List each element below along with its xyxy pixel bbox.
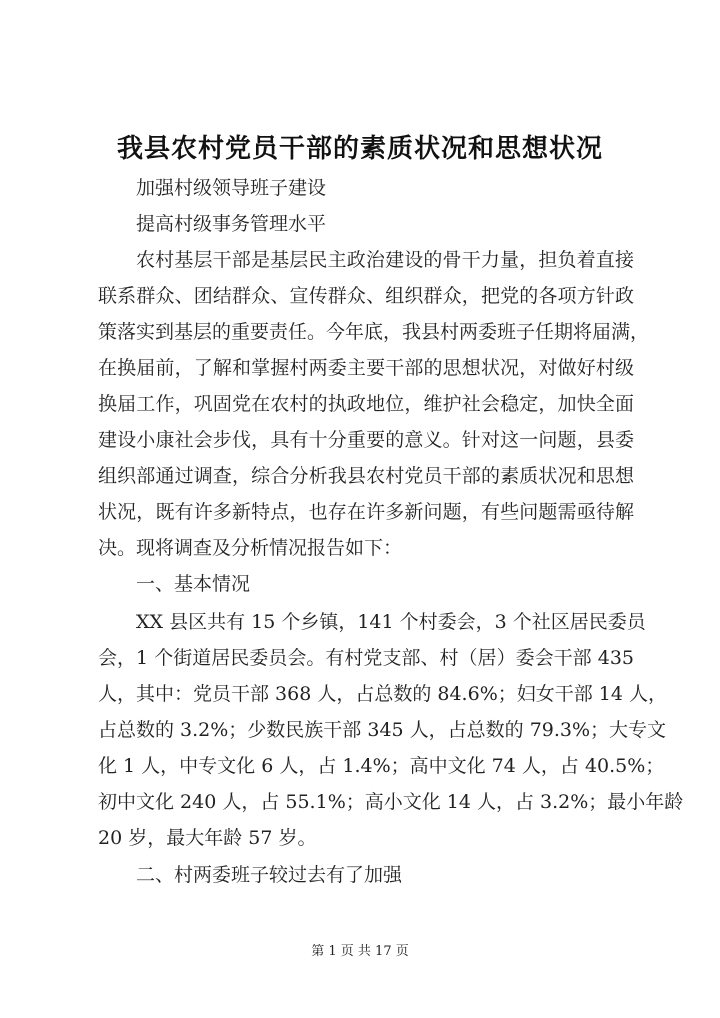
text-line: 决。现将调查及分析情况报告如下： xyxy=(98,537,403,559)
subtitle: 提高村级事务管理水平 xyxy=(136,213,327,235)
text-line: 农村基层干部是基层民主政治建设的骨干力量，担负着直接 xyxy=(136,249,634,271)
subtitle: 加强村级领导班子建设 xyxy=(136,177,327,199)
section-heading: 二、村两委班子较过去有了加强 xyxy=(136,864,403,886)
text-line: 组织部通过调查，综合分析我县农村党员干部的素质状况和思想 xyxy=(98,465,634,487)
text-line: 联系群众、团结群众、宣传群众、组织群众，把党的各项方针政 xyxy=(98,285,634,307)
text-line: XX 县区共有 15 个乡镇，141 个村委会，3 个社区居民委员 xyxy=(136,611,646,633)
text-line: 会，1 个街道居民委员会。有村党支部、村（居）委会干部 435 xyxy=(98,647,634,669)
text-line: 换届工作，巩固党在农村的执政地位，维护社会稳定，加快全面 xyxy=(98,393,634,415)
text-line: 20 岁，最大年龄 57 岁。 xyxy=(98,827,317,849)
text-line: 策落实到基层的重要责任。今年底，我县村两委班子任期将届满， xyxy=(98,321,650,343)
document-body xyxy=(98,170,684,893)
document-title: 我县农村党员干部的素质状况和思想状况 xyxy=(116,134,603,164)
text-line: 人，其中：党员干部 368 人，占总数的 84.6%；妇女干部 14 人， xyxy=(98,683,667,705)
text-line: 初中文化 240 人，占 55.1%；高小文化 14 人，占 3.2%；最小年龄 xyxy=(98,791,684,813)
section-heading: 一、基本情况 xyxy=(136,573,251,595)
text-line: 化 1 人，中专文化 6 人，占 1.4%；高中文化 74 人，占 40.5%； xyxy=(98,755,665,777)
text-line: 占总数的 3.2%；少数民族干部 345 人，占总数的 79.3%；大专文 xyxy=(98,719,667,741)
text-line: 建设小康社会步伐，具有十分重要的意义。针对这一问题，县委 xyxy=(98,429,634,451)
paragraph-intro xyxy=(98,242,650,566)
text-line: 状况，既有许多新特点，也存在许多新问题，有些问题需亟待解 xyxy=(98,501,634,523)
text-line: 在换届前，了解和掌握村两委主要干部的思想状况，对做好村级 xyxy=(98,357,634,379)
paragraph-basic-info xyxy=(98,604,684,856)
page-number: 第 1 页 共 17 页 xyxy=(311,944,409,959)
